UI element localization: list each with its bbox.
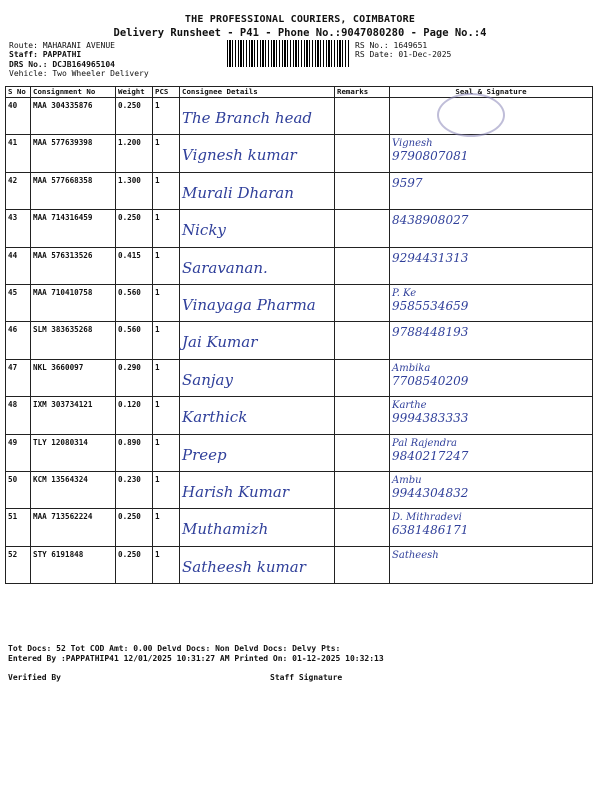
- table-row: [6, 434, 593, 471]
- consignee-name: Vinayaga Pharma: [182, 295, 316, 314]
- totals-line: Tot Docs: 52 Tot COD Amt: 0.00 Delvd Docs: Non Delvd Docs: Delvy Pts:: [8, 644, 341, 653]
- row-weight: 0.230: [116, 471, 153, 508]
- verified-by-label: Verified By: [8, 673, 61, 682]
- signature-text: Ambu: [392, 474, 422, 486]
- receiver-phone: 9597: [392, 175, 423, 190]
- row-consignment: KCM 13564324: [31, 471, 116, 508]
- signature-text: Satheesh: [392, 549, 439, 561]
- receiver-phone: 8438908027: [392, 213, 469, 228]
- row-signature: [390, 322, 593, 359]
- signature-text: Pal Rajendra: [392, 437, 457, 449]
- row-consignee: [180, 210, 335, 247]
- col-pcs: PCS: [153, 87, 180, 98]
- row-pcs: 1: [153, 546, 180, 583]
- consignee-name: The Branch head: [182, 109, 313, 127]
- row-consignee: [180, 546, 335, 583]
- row-weight: 0.120: [116, 397, 153, 434]
- header-left: [9, 41, 149, 79]
- company-title: THE PROFESSIONAL COURIERS, COIMBATORE: [184, 14, 416, 25]
- row-weight: 1.200: [116, 135, 153, 172]
- row-sno: 43: [6, 210, 31, 247]
- row-consignment: TLY 12080314: [31, 434, 116, 471]
- row-sno: 48: [6, 397, 31, 434]
- signature-text: Vignesh: [392, 138, 433, 150]
- row-pcs: 1: [153, 322, 180, 359]
- row-consignee: [180, 135, 335, 172]
- row-pcs: 1: [153, 172, 180, 209]
- receiver-phone: 9585534659: [392, 298, 469, 313]
- route-text: Route: MAHARANI AVENUE: [9, 41, 115, 50]
- consignee-name: Preep: [182, 445, 227, 464]
- row-consignment: MAA 577639398: [31, 135, 116, 172]
- row-consignment: NKL 3660097: [31, 359, 116, 396]
- consignee-name: Karthick: [182, 408, 248, 427]
- table-row: [6, 284, 593, 321]
- row-weight: 0.415: [116, 247, 153, 284]
- row-consignment: MAA 304335876: [31, 98, 116, 135]
- row-consignee: [180, 509, 335, 546]
- row-remarks: [335, 546, 390, 583]
- row-pcs: 1: [153, 284, 180, 321]
- row-pcs: 1: [153, 471, 180, 508]
- row-signature: [390, 471, 593, 508]
- signature-text: Ambika: [392, 362, 431, 374]
- row-pcs: 1: [153, 135, 180, 172]
- receiver-phone: 9944304832: [392, 485, 469, 500]
- row-pcs: 1: [153, 98, 180, 135]
- table-row: [6, 135, 593, 172]
- consignee-name: Murali Dharan: [182, 183, 294, 202]
- row-sno: 49: [6, 434, 31, 471]
- row-consignee: [180, 434, 335, 471]
- row-sno: 40: [6, 98, 31, 135]
- row-remarks: [335, 434, 390, 471]
- signature-text: P. Ke: [392, 287, 417, 299]
- row-weight: 0.250: [116, 210, 153, 247]
- row-consignee: [180, 471, 335, 508]
- table-row: [6, 172, 593, 209]
- staff-text: Staff: PAPPATHI: [9, 50, 82, 60]
- col-consignment: Consignment No: [31, 87, 116, 98]
- drs-text: DRS No.: DCJB164965104: [9, 59, 115, 69]
- row-weight: 0.250: [116, 509, 153, 546]
- table-row: [6, 359, 593, 396]
- row-signature: [390, 359, 593, 396]
- row-signature: [390, 284, 593, 321]
- branch-seal-stamp: [437, 93, 505, 137]
- col-weight: Weight: [116, 87, 153, 98]
- row-consignee: [180, 322, 335, 359]
- row-consignee: [180, 359, 335, 396]
- row-signature: [390, 509, 593, 546]
- row-remarks: [335, 98, 390, 135]
- row-remarks: [335, 135, 390, 172]
- barcode-image: [227, 40, 349, 67]
- row-remarks: [335, 247, 390, 284]
- consignee-name: Harish Kumar: [182, 482, 289, 501]
- row-signature: [390, 172, 593, 209]
- row-pcs: 1: [153, 434, 180, 471]
- table-row: [6, 247, 593, 284]
- staff-signature-label: Staff Signature: [270, 673, 343, 682]
- consignee-name: Jai Kumar: [182, 333, 258, 352]
- table-header-row: [6, 87, 593, 98]
- row-remarks: [335, 172, 390, 209]
- row-remarks: [335, 322, 390, 359]
- table-row: [6, 546, 593, 583]
- row-consignment: MAA 714316459: [31, 210, 116, 247]
- row-sno: 46: [6, 322, 31, 359]
- row-pcs: 1: [153, 359, 180, 396]
- consignee-name: Satheesh kumar: [182, 557, 306, 576]
- row-signature: [390, 135, 593, 172]
- consignee-name: Vignesh kumar: [182, 146, 297, 165]
- row-signature: [390, 247, 593, 284]
- table-row: [6, 322, 593, 359]
- row-consignment: IXM 303734121: [31, 397, 116, 434]
- row-sno: 50: [6, 471, 31, 508]
- runsheet-table: [5, 86, 593, 584]
- consignee-name: Muthamizh: [182, 520, 269, 539]
- row-consignment: STY 6191848: [31, 546, 116, 583]
- runsheet-title: Delivery Runsheet - P41 - Phone No.:9047080280 - Page No.:4: [113, 27, 487, 39]
- vehicle-text: Vehicle: Two Wheeler Delivery: [9, 69, 149, 79]
- row-pcs: 1: [153, 397, 180, 434]
- col-consignee: Consignee Details: [180, 87, 335, 98]
- row-sno: 44: [6, 247, 31, 284]
- row-consignee: [180, 98, 335, 135]
- row-remarks: [335, 509, 390, 546]
- row-pcs: 1: [153, 509, 180, 546]
- consignee-name: Sanjay: [182, 370, 233, 389]
- row-consignment: MAA 576313526: [31, 247, 116, 284]
- row-sno: 51: [6, 509, 31, 546]
- row-weight: 1.300: [116, 172, 153, 209]
- receiver-phone: 9294431313: [392, 250, 469, 265]
- row-weight: 0.560: [116, 322, 153, 359]
- receiver-phone: 9994383333: [392, 411, 469, 426]
- row-sno: 52: [6, 546, 31, 583]
- row-consignee: [180, 172, 335, 209]
- row-weight: 0.890: [116, 434, 153, 471]
- row-consignment: MAA 577668358: [31, 172, 116, 209]
- entered-line: Entered By :PAPPATHIP41 12/01/2025 10:31:27 AM Printed On: 01-12-2025 10:32:13: [8, 654, 384, 663]
- table-row: [6, 509, 593, 546]
- receiver-phone: 9788448193: [392, 325, 469, 340]
- row-consignment: MAA 713562224: [31, 509, 116, 546]
- row-weight: 0.250: [116, 546, 153, 583]
- row-weight: 0.290: [116, 359, 153, 396]
- receiver-phone: 7708540209: [392, 373, 469, 388]
- row-signature: [390, 397, 593, 434]
- row-remarks: [335, 359, 390, 396]
- row-pcs: 1: [153, 247, 180, 284]
- row-sno: 47: [6, 359, 31, 396]
- col-sno: S No: [6, 87, 31, 98]
- consignee-name: Nicky: [182, 221, 226, 240]
- table-row: [6, 210, 593, 247]
- rs-date-text: RS Date: 01-Dec-2025: [355, 50, 452, 60]
- rs-no-text: RS No.: 1649651: [355, 41, 428, 50]
- receiver-phone: 9840217247: [392, 448, 469, 463]
- table-row: [6, 397, 593, 434]
- row-remarks: [335, 284, 390, 321]
- row-pcs: 1: [153, 210, 180, 247]
- row-remarks: [335, 471, 390, 508]
- row-consignee: [180, 284, 335, 321]
- row-remarks: [335, 397, 390, 434]
- row-consignee: [180, 397, 335, 434]
- table-row: [6, 471, 593, 508]
- row-signature: [390, 434, 593, 471]
- col-remarks: Remarks: [335, 87, 390, 98]
- row-consignment: MAA 710410758: [31, 284, 116, 321]
- receiver-phone: 9790807081: [392, 149, 469, 164]
- consignee-name: Saravanan.: [182, 258, 268, 277]
- row-remarks: [335, 210, 390, 247]
- receiver-phone: 6381486171: [392, 523, 469, 538]
- signature-text: Karthe: [392, 400, 427, 412]
- header-right: [355, 41, 451, 60]
- row-weight: 0.560: [116, 284, 153, 321]
- row-signature: [390, 546, 593, 583]
- row-sno: 45: [6, 284, 31, 321]
- row-consignment: SLM 383635268: [31, 322, 116, 359]
- row-sno: 41: [6, 135, 31, 172]
- row-sno: 42: [6, 172, 31, 209]
- signature-text: D. Mithradevi: [392, 512, 462, 524]
- row-signature: [390, 210, 593, 247]
- row-consignee: [180, 247, 335, 284]
- row-weight: 0.250: [116, 98, 153, 135]
- col-signature: Seal & Signature: [390, 87, 593, 98]
